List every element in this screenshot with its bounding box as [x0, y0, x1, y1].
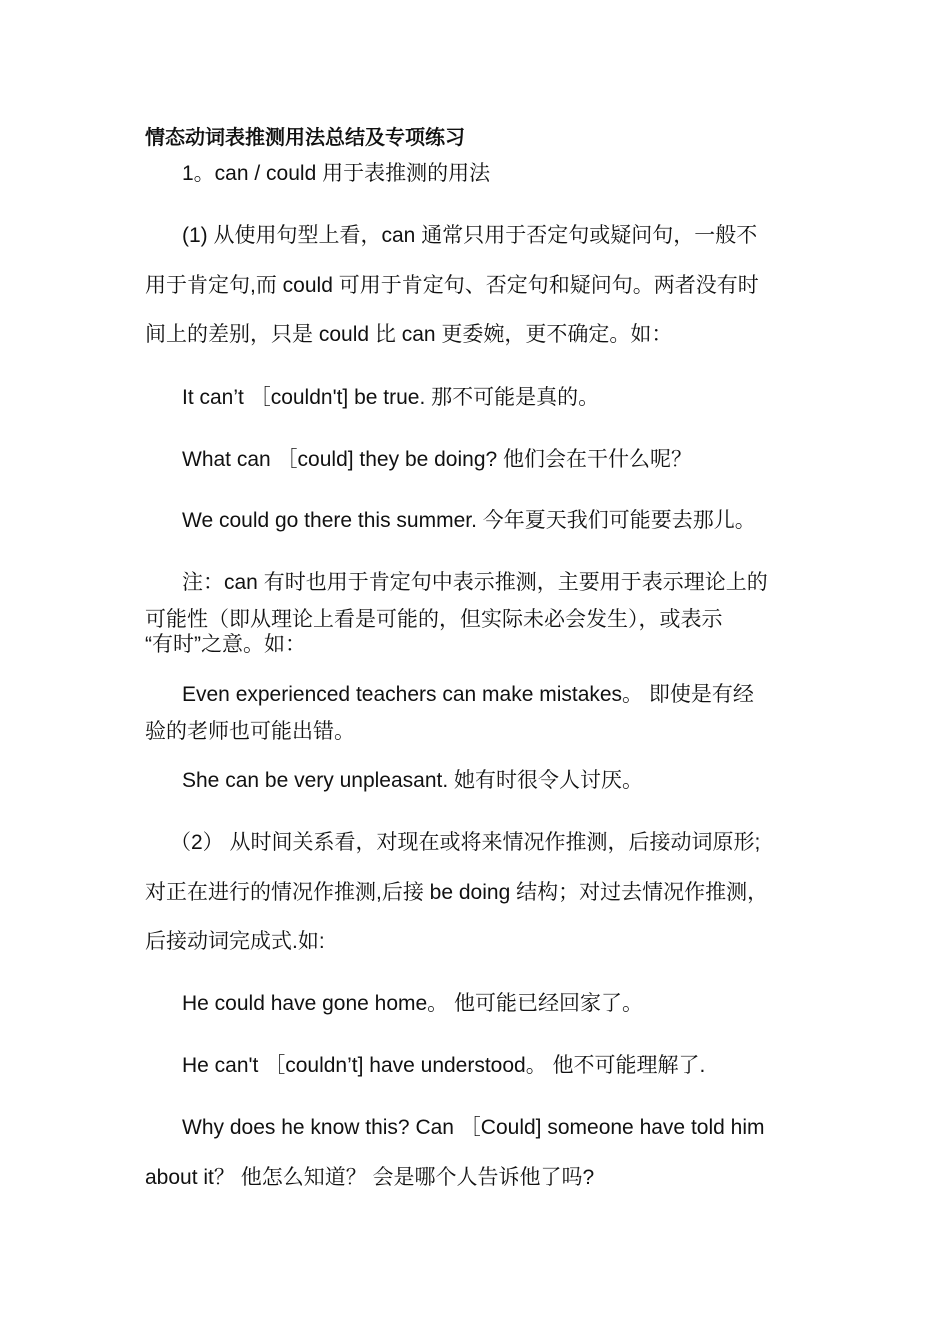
section-heading: 1。can / could 用于表推测的用法: [182, 162, 491, 185]
note-line: 可能性（即从理论上看是可能的，但实际未必会发生），或表示: [145, 608, 723, 631]
paragraph-line: 用于肯定句,而 could 可用于肯定句、否定句和疑问句。两者没有时: [145, 274, 759, 297]
example-sentence: We could go there this summer. 今年夏天我们可能要去那儿。: [182, 509, 756, 532]
note-line: 注：can 有时也用于肯定句中表示推测，主要用于表示理论上的: [182, 571, 768, 594]
example-sentence: 验的老师也可能出错。: [145, 720, 355, 743]
paragraph-line: 对正在进行的情况作推测,后接 be doing 结构；对过去情况作推测，: [145, 881, 769, 904]
example-sentence: What can ［could] they be doing? 他们会在干什么呢？: [182, 448, 693, 471]
example-sentence: Even experienced teachers can make mistakes。 即使是有经: [182, 683, 754, 706]
example-sentence: He could have gone home。 他可能已经回家了。: [182, 992, 644, 1015]
example-sentence: Why does he know this? Can ［Could] someone have told him: [182, 1116, 765, 1139]
example-sentence: She can be very unpleasant. 她有时很令人讨厌。: [182, 769, 644, 792]
paragraph-line: (1) 从使用句型上看，can 通常只用于否定句或疑问句，一般不: [182, 224, 758, 247]
example-sentence: about it？ 他怎么知道？ 会是哪个人告诉他了吗?: [145, 1166, 595, 1189]
example-sentence: He can't ［couldn’t] have understood。 他不可能理解了.: [182, 1054, 706, 1077]
example-sentence: It can’t ［couldn't] be true. 那不可能是真的。: [182, 386, 600, 409]
note-line: “有时”之意。如：: [145, 633, 306, 656]
document-title: 情态动词表推测用法总结及专项练习: [145, 125, 465, 149]
paragraph-line: 后接动词完成式.如:: [145, 930, 325, 953]
paragraph-line: 间上的差别，只是 could 比 can 更委婉，更不确定。如：: [145, 323, 673, 346]
paragraph-line: （2） 从时间关系看，对现在或将来情况作推测，后接动词原形;: [170, 831, 761, 854]
